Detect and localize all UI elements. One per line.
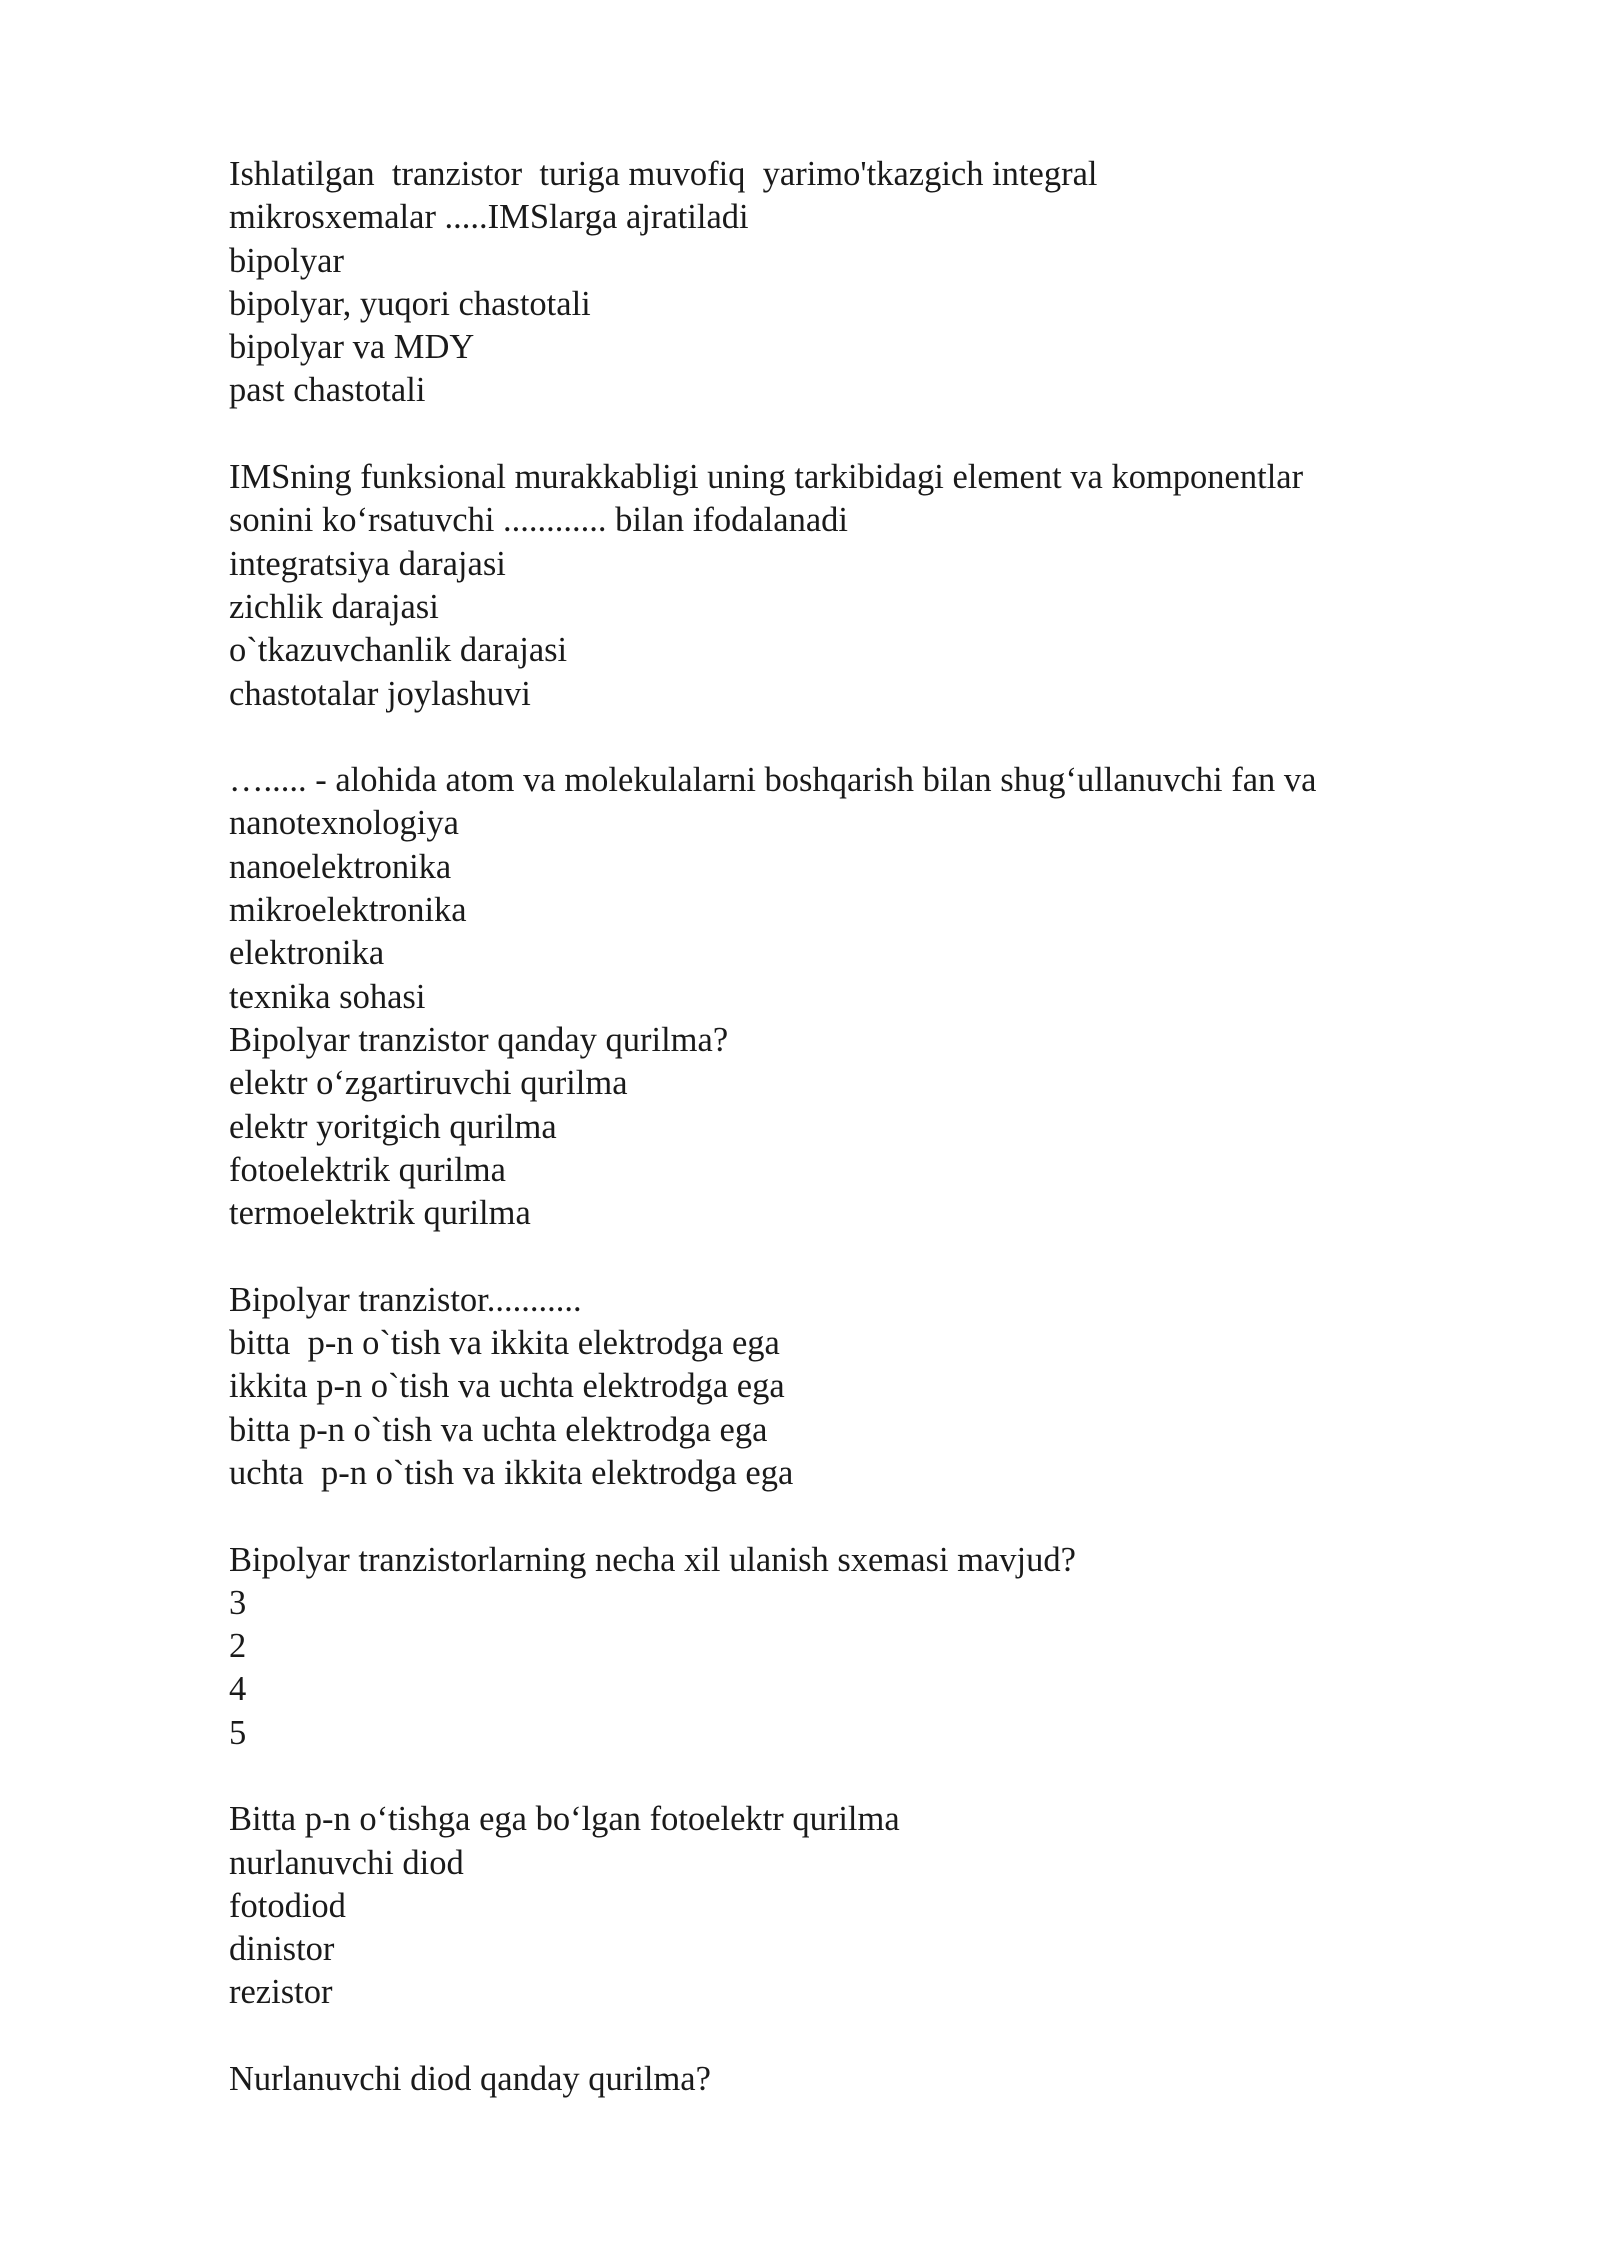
question-block — [229, 1019, 1479, 1235]
answer-option: zichlik darajasi — [229, 587, 439, 626]
answer-option: ikkita p-n o`tish va uchta elektrodga ega — [229, 1367, 785, 1406]
answer-option: nanoelektronika — [229, 847, 452, 886]
answer-option: 5 — [229, 1713, 247, 1752]
answer-option: bipolyar va MDY — [229, 328, 475, 367]
answer-option: fotoelektrik qurilma — [229, 1150, 506, 1189]
answer-option: uchta p-n o`tish va ikkita elektrodga ega — [229, 1453, 794, 1492]
answer-option: bitta p-n o`tish va ikkita elektrodga ega — [229, 1324, 780, 1363]
answer-option: 3 — [229, 1583, 247, 1622]
question-block — [229, 759, 1479, 1019]
question-text: Bipolyar tranzistor........... — [229, 1280, 582, 1319]
answer-option: nurlanuvchi diod — [229, 1843, 464, 1882]
question-block — [229, 1279, 1479, 1495]
answer-option: elektr o‘zgartiruvchi qurilma — [229, 1064, 628, 1103]
answer-option: elektronika — [229, 934, 385, 973]
question-block — [229, 1798, 1479, 2014]
answer-option: nanotexnologiya — [229, 804, 459, 843]
question-text: …..... - alohida atom va molekulalarni boshqarish bilan shug‘ullanuvchi fan va — [229, 761, 1317, 800]
document-content — [229, 153, 1479, 2101]
answer-option: dinistor — [229, 1930, 335, 1969]
answer-option: bitta p-n o`tish va uchta elektrodga ega — [229, 1410, 768, 1449]
answer-option: elektr yoritgich qurilma — [229, 1107, 557, 1146]
answer-option: texnika sohasi — [229, 977, 426, 1016]
answer-option: 2 — [229, 1627, 247, 1666]
answer-option: bipolyar, yuqori chastotali — [229, 284, 591, 323]
answer-option: termoelektrik qurilma — [229, 1194, 531, 1233]
question-text: Bitta p-n o‘tishga ega bo‘lgan fotoelektr qurilma — [229, 1800, 900, 1839]
question-block — [229, 2058, 1479, 2101]
answer-option: past chastotali — [229, 371, 426, 410]
answer-option: o`tkazuvchanlik darajasi — [229, 631, 568, 670]
question-text: sonini ko‘rsatuvchi ............ bilan ifodalanadi — [229, 501, 848, 540]
question-text: Ishlatilgan tranzistor turiga muvofiq yarimo'tkazgich integral — [229, 155, 1098, 193]
answer-option: rezistor — [229, 1973, 333, 2012]
question-text: mikrosxemalar .....IMSlarga ajratiladi — [229, 198, 749, 237]
answer-option: fotodiod — [229, 1886, 346, 1925]
answer-option: mikroelektronika — [229, 891, 467, 930]
answer-option: bipolyar — [229, 241, 344, 280]
answer-option: integratsiya darajasi — [229, 544, 506, 583]
answer-option: 4 — [229, 1670, 247, 1709]
question-block — [229, 153, 1479, 413]
answer-option: chastotalar joylashuvi — [229, 674, 531, 713]
question-block — [229, 1539, 1479, 1755]
question-text: Bipolyar tranzistorlarning necha xil ulanish sxemasi mavjud? — [229, 1540, 1076, 1579]
question-text: Bipolyar tranzistor qanday qurilma? — [229, 1020, 729, 1059]
question-block — [229, 456, 1479, 716]
question-text: Nurlanuvchi diod qanday qurilma? — [229, 2060, 711, 2099]
question-text: IMSning funksional murakkabligi uning tarkibidagi element va komponentlar — [229, 458, 1304, 497]
